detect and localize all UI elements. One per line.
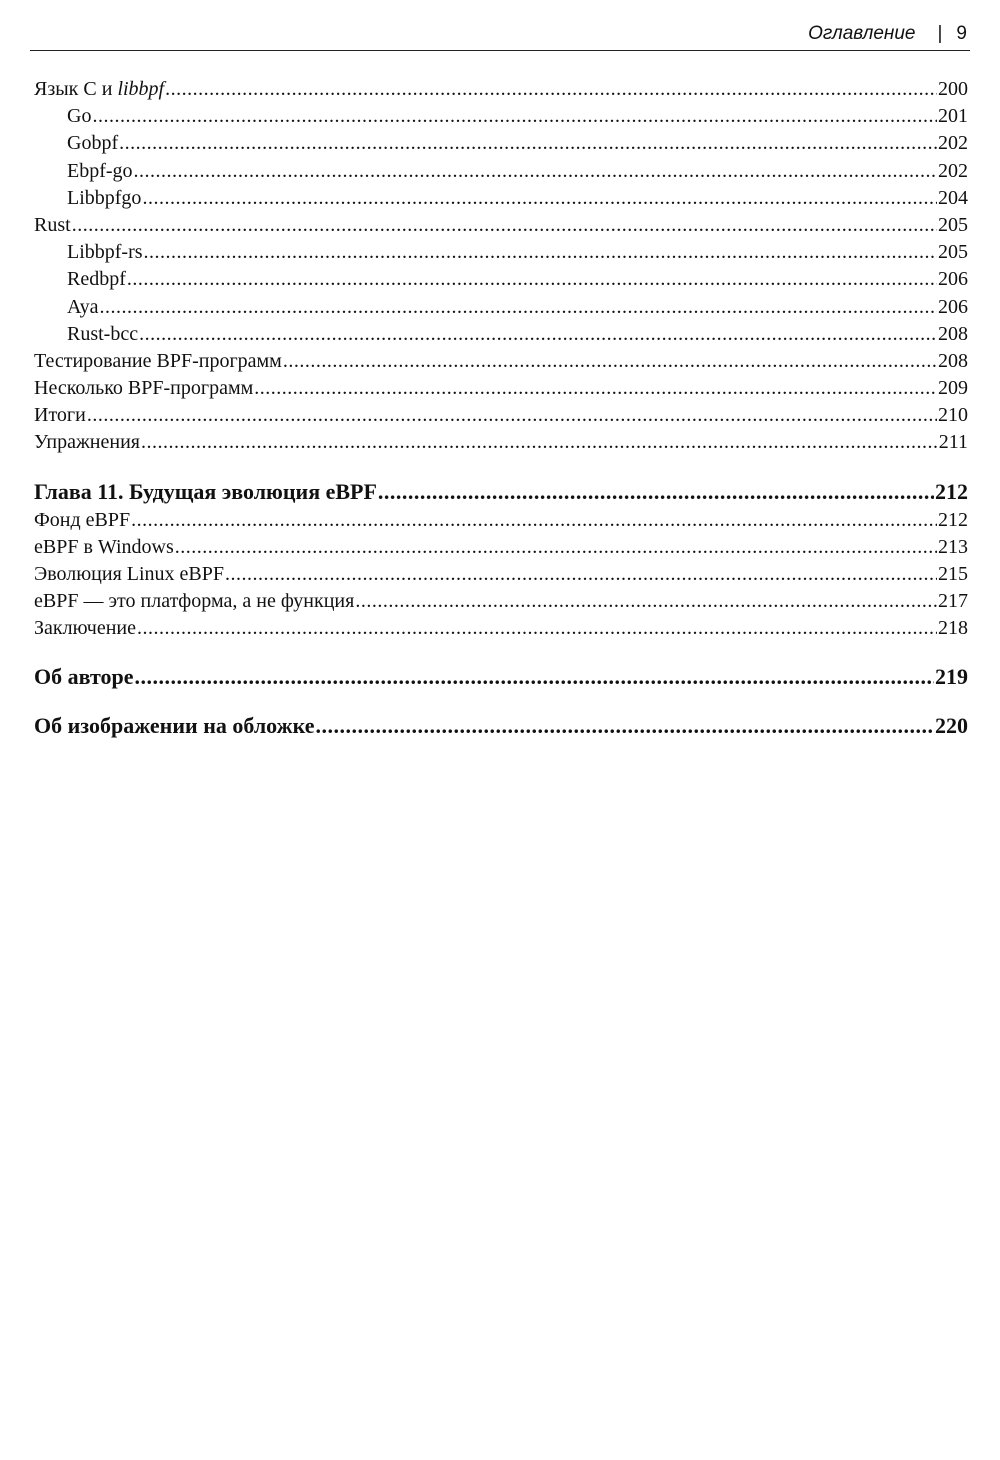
dot-leader bbox=[87, 402, 937, 429]
toc-chapter-title: Глава 11. Будущая эволюция eBPF bbox=[34, 478, 377, 504]
toc-about-cover[interactable] bbox=[34, 711, 968, 741]
toc-entry-page: 205 bbox=[938, 213, 968, 236]
dot-leader bbox=[139, 321, 937, 348]
toc-entry-conclusion[interactable] bbox=[34, 615, 968, 642]
toc-entry-page: 206 bbox=[938, 295, 968, 318]
dot-leader bbox=[175, 534, 937, 561]
toc-entry-go[interactable] bbox=[34, 103, 968, 130]
toc-entry-title: eBPF в Windows bbox=[34, 535, 174, 558]
toc-entry-title: Тестирование BPF-программ bbox=[34, 349, 282, 372]
running-head-section: Оглавление bbox=[808, 23, 916, 44]
toc-entry-exercises[interactable] bbox=[34, 429, 968, 456]
toc-entry-page: 212 bbox=[938, 508, 968, 531]
running-head bbox=[30, 18, 970, 51]
toc-entry-page: 209 bbox=[938, 377, 968, 400]
toc-entry-page: 215 bbox=[938, 563, 968, 585]
dot-leader bbox=[72, 212, 937, 239]
dot-leader bbox=[127, 266, 937, 293]
dot-leader bbox=[355, 588, 937, 615]
toc-entry-page: 218 bbox=[938, 617, 968, 640]
toc-entry-page: 202 bbox=[938, 159, 968, 182]
dot-leader bbox=[137, 615, 937, 642]
toc-entry-title: Заключение bbox=[34, 617, 136, 640]
dot-leader bbox=[131, 507, 937, 534]
toc-entry-title: Rust bbox=[34, 213, 71, 236]
toc-entry-title: Фонд eBPF bbox=[34, 508, 131, 531]
toc-entry-title: Rust-bcc bbox=[67, 322, 139, 345]
toc-entry-libbpfgo[interactable] bbox=[34, 185, 968, 212]
toc-entry-page: 204 bbox=[938, 186, 968, 209]
toc-entry-title: Libbpf-rs bbox=[67, 241, 143, 264]
dot-leader bbox=[165, 76, 937, 103]
toc-entry-rust[interactable] bbox=[34, 212, 968, 239]
toc-entry-page: 206 bbox=[938, 268, 968, 291]
spacer bbox=[34, 692, 968, 711]
toc-entry-page: 217 bbox=[938, 590, 968, 613]
toc-entry-title: Gobpf bbox=[67, 132, 119, 155]
toc-about-author[interactable] bbox=[34, 662, 968, 692]
toc-entry-page: 202 bbox=[938, 132, 968, 155]
dot-leader bbox=[92, 103, 937, 130]
running-head-separator: | bbox=[937, 23, 943, 44]
toc-chapter-11[interactable] bbox=[34, 477, 968, 507]
dot-leader bbox=[141, 429, 938, 456]
dot-leader bbox=[225, 561, 937, 588]
dot-leader bbox=[315, 711, 934, 741]
toc-entry-page: 213 bbox=[938, 535, 968, 558]
toc-entry-title: Ebpf-go bbox=[67, 159, 133, 182]
toc-entry-redbpf[interactable] bbox=[34, 266, 968, 293]
toc-entry-title: Go bbox=[67, 105, 92, 128]
dot-leader bbox=[283, 348, 937, 375]
toc-entry-title: Итоги bbox=[34, 404, 86, 427]
dot-leader bbox=[144, 239, 937, 266]
toc-entry-title: eBPF — это платформа, а не функция bbox=[34, 590, 355, 613]
toc-entry-testing-bpf[interactable] bbox=[34, 348, 968, 375]
toc-entry-libbpf-rs[interactable] bbox=[34, 239, 968, 266]
toc-entry-linux-ebpf-evolution[interactable] bbox=[34, 561, 968, 588]
toc-entry-summary[interactable] bbox=[34, 402, 968, 429]
toc-entry-title: Эволюция Linux eBPF bbox=[34, 563, 225, 585]
dot-leader bbox=[99, 294, 937, 321]
toc-entry-ebpf-foundation[interactable] bbox=[34, 507, 968, 534]
spacer bbox=[34, 457, 968, 477]
toc-entry-page: 205 bbox=[938, 241, 968, 264]
toc-entry-title: Язык C и libbpf bbox=[34, 78, 165, 100]
toc-chapter-title: Об авторе bbox=[34, 663, 134, 689]
toc-entry-gobpf[interactable] bbox=[34, 130, 968, 157]
toc-chapter-title: Об изображении на обложке bbox=[34, 712, 315, 738]
toc-entry-title: Несколько BPF-программ bbox=[34, 377, 254, 400]
spacer bbox=[34, 643, 968, 662]
toc-entry-title: Aya bbox=[67, 295, 99, 318]
toc-entry-page: 201 bbox=[938, 105, 968, 128]
toc-chapter-page: 219 bbox=[935, 663, 968, 689]
toc-entry-page: 200 bbox=[938, 78, 968, 100]
dot-leader bbox=[134, 662, 934, 692]
toc-entry-page: 208 bbox=[938, 322, 968, 345]
toc-entry-rust-bcc[interactable] bbox=[34, 321, 968, 348]
dot-leader bbox=[142, 185, 937, 212]
dot-leader bbox=[134, 158, 937, 185]
toc-entry-page: 210 bbox=[938, 404, 968, 427]
toc-entry-title: Libbpfgo bbox=[67, 186, 142, 209]
toc-entry-multiple-bpf[interactable] bbox=[34, 375, 968, 402]
page-number: 9 bbox=[956, 23, 967, 44]
toc-entry-title: Redbpf bbox=[67, 268, 126, 291]
toc-entry-ebpf-platform[interactable] bbox=[34, 588, 968, 615]
toc-entry-aya[interactable] bbox=[34, 294, 968, 321]
table-of-contents bbox=[34, 76, 968, 741]
toc-entry-page: 211 bbox=[938, 431, 968, 454]
dot-leader bbox=[119, 130, 937, 157]
toc-entry-ebpf-go[interactable] bbox=[34, 158, 968, 185]
toc-entry-ebpf-windows[interactable] bbox=[34, 534, 968, 561]
dot-leader bbox=[378, 477, 934, 507]
toc-entry-title: Упражнения bbox=[34, 431, 140, 454]
toc-chapter-page: 220 bbox=[935, 712, 968, 738]
toc-entry-page: 208 bbox=[938, 349, 968, 372]
toc-chapter-page: 212 bbox=[935, 478, 968, 504]
dot-leader bbox=[254, 375, 937, 402]
toc-entry-c-libbpf[interactable] bbox=[34, 76, 968, 103]
